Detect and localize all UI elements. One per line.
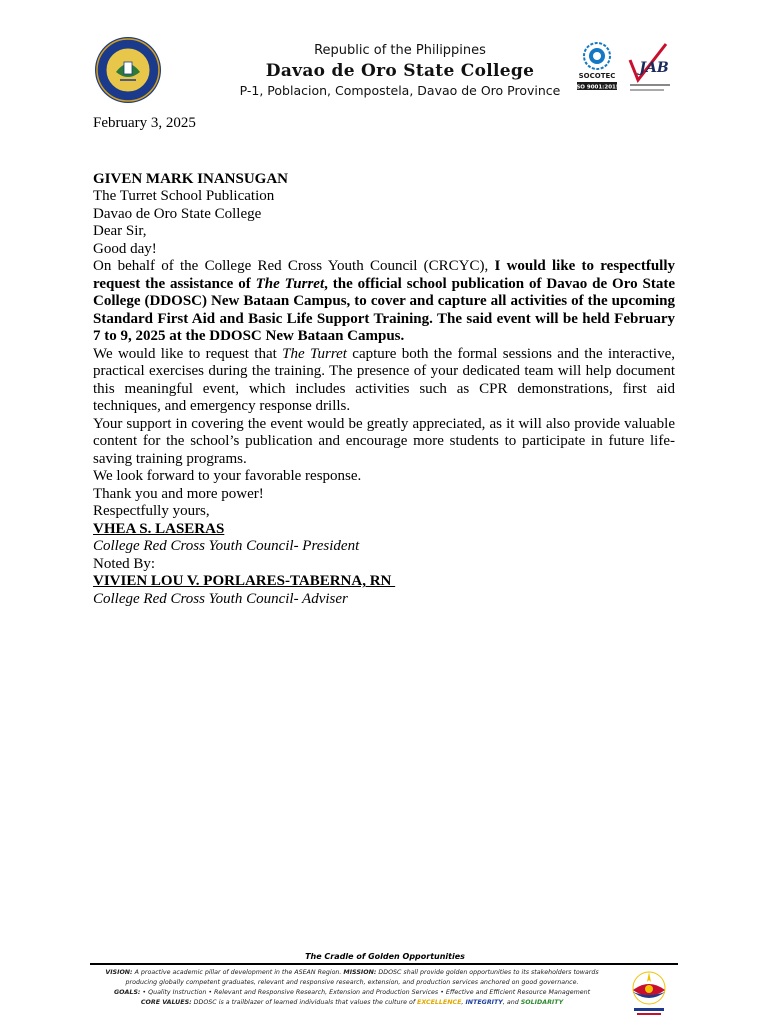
recipient-institution: Davao de Oro State College — [93, 205, 262, 222]
footer-tagline: The Cradle of Golden Opportunities — [305, 952, 465, 961]
paragraph-coverage-b: capture both the formal sessions and the interactive, practical exercises during the training. The presence of your dedicated team will help document this meaningful event, which includes activities such as CPR demonstrations, first aid techniques, and emergency response drills. — [93, 345, 675, 414]
paragraph-coverage-a: We would like to request that — [93, 345, 283, 362]
adviser-name: VIVIEN LOU V. PORLARES-TABERNA, RN — [93, 573, 396, 589]
publication-name: The Turret — [255, 275, 325, 292]
signatory-role: College Red Cross Youth Council- President — [93, 538, 360, 554]
core-value-and: , and — [502, 999, 521, 1006]
paragraph-favorable: We look forward to your favorable response. — [93, 468, 362, 484]
footer-divider — [90, 963, 678, 965]
core-value-sep: , — [461, 999, 466, 1006]
salutation: Dear Sir, — [93, 223, 147, 239]
letter-date: February 3, 2025 — [93, 115, 196, 131]
recipient-organization: The Turret School Publication — [93, 188, 275, 204]
letter-footer — [0, 948, 768, 1024]
jab-logo — [630, 44, 670, 91]
mission-label: MISSION: — [343, 969, 377, 976]
goals-label: GOALS: — [113, 989, 141, 996]
letter-body — [93, 115, 675, 608]
republic-line: Republic of the Philippines — [314, 43, 486, 58]
complimentary-close: Respectfully yours, — [93, 503, 210, 519]
paragraph-support: Your support in covering the event would be greatly appreciated, as it will also provide valuable content for the school’s publication and encourage more students to participate in future life-saving training programs. — [93, 415, 675, 467]
recipient-name: GIVEN MARK INANSUGAN — [93, 170, 289, 187]
core-values-text: DDOSC is a trailblazer of learned individuals that values the culture of — [191, 999, 418, 1006]
core-values-label: CORE VALUES: — [140, 999, 192, 1006]
paragraph-request — [93, 258, 675, 346]
paragraph-request-intro: On behalf of the College Red Cross Youth Council (CRCYC), — [93, 258, 495, 274]
vision-label: VISION: — [105, 969, 133, 976]
paragraph-coverage — [93, 346, 675, 416]
iso-label: ISO 9001:2015 — [574, 84, 620, 91]
letterhead-text — [200, 42, 600, 100]
footer-vmgo — [92, 968, 612, 1008]
paragraph-request-bold-2: , the official school publication of Davao de Oro State College (DDOSC) New Bataan Campus, to cover and capture all activities of the upcoming Standard First Aid and Basic Life Support Training. The said event will be held February 7 to 9, 2025 at the DDOSC New Bataan Campus. — [93, 275, 675, 344]
letterhead — [0, 0, 768, 108]
certification-logos — [574, 40, 674, 98]
publication-name-2: The Turret — [282, 345, 347, 362]
adviser-role: College Red Cross Youth Council- Adviser — [93, 590, 348, 607]
bagong-pilipinas-logo — [624, 968, 674, 1018]
noted-by-label: Noted By: — [93, 555, 156, 572]
vision-text: A proactive academic pillar of development in the ASEAN Region. — [132, 969, 344, 976]
socotec-label: SOCOTEC — [578, 72, 616, 80]
core-value-excellence: EXCELLENCE — [417, 999, 462, 1006]
signatory-name: VHEA S. LASERAS — [93, 520, 225, 537]
core-value-integrity: INTEGRITY — [465, 999, 503, 1006]
goals-text: • Quality Instruction • Relevant and Responsive Research, Extension and Production Services • Effective and Efficient Resource Management — [140, 989, 591, 996]
core-value-solidarity: SOLIDARITY — [520, 999, 564, 1006]
greeting: Good day! — [93, 240, 157, 257]
socotec-iso-logo — [574, 43, 620, 91]
college-seal-icon — [94, 36, 162, 104]
college-name: Davao de Oro State College — [265, 61, 535, 81]
mission-text: DDOSC shall provide golden opportunities to its stakeholders towards producing globally competent graduates, relevant and responsive research, extension, and production services anchored on good governance. — [125, 969, 599, 986]
paragraph-request-bold-1: I would like to respectfully request the assistance of — [93, 258, 675, 292]
college-address: P-1, Poblacion, Compostela, Davao de Oro Province — [239, 83, 561, 98]
paragraph-thanks: Thank you and more power! — [93, 485, 264, 502]
jab-label: JAB — [639, 60, 669, 76]
recipient-block — [93, 171, 675, 224]
